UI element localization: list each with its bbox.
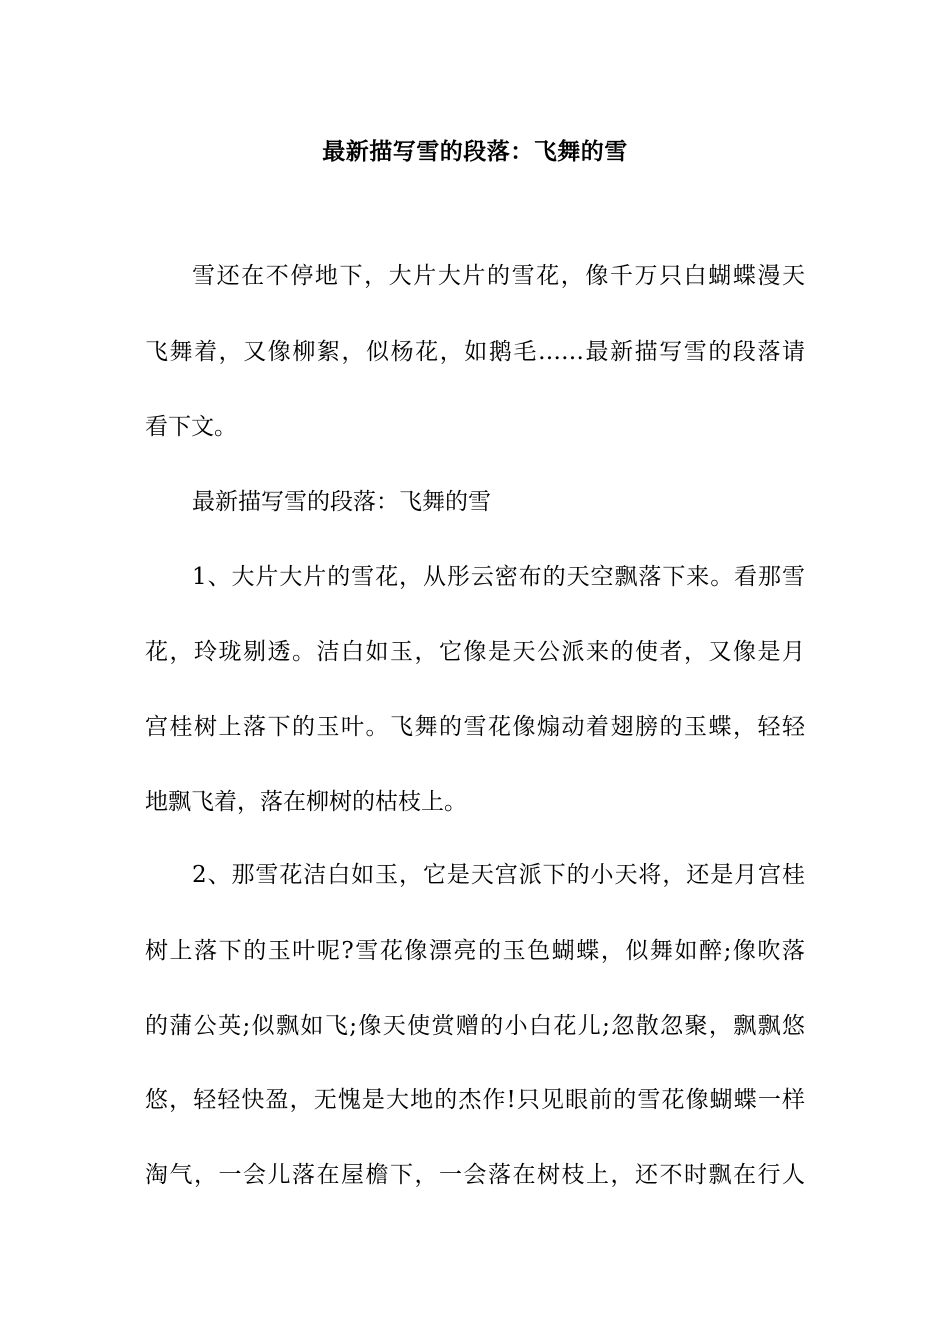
- paragraph-line: 地飘飞着，落在柳树的枯枝上。: [145, 789, 467, 815]
- paragraph-line: 看下文。: [145, 414, 237, 440]
- paragraph-line: 雪还在不停地下，大片大片的雪花，像千万只白蝴蝶漫天: [192, 263, 805, 289]
- paragraph-line: 的蒲公英;似飘如飞;像天使赏赠的小白花儿;忽散忽聚，飘飘悠: [145, 1013, 805, 1039]
- paragraph-line: 1、大片大片的雪花，从彤云密布的天空飘落下来。看那雪: [192, 564, 805, 590]
- paragraph-line: 树上落下的玉叶呢?雪花像漂亮的玉色蝴蝶，似舞如醉;像吹落: [145, 938, 805, 964]
- paragraph-line: 飞舞着，又像柳絮，似杨花，如鹅毛……最新描写雪的段落请: [145, 339, 805, 365]
- paragraph-line: 花，玲珑剔透。洁白如玉，它像是天公派来的使者，又像是月: [145, 639, 805, 665]
- section-heading: 最新描写雪的段落：飞舞的雪: [192, 489, 491, 515]
- paragraph-line: 2、那雪花洁白如玉，它是天宫派下的小天将，还是月宫桂: [192, 862, 805, 888]
- paragraph-line: 悠，轻轻快盈，无愧是大地的杰作!只见眼前的雪花像蝴蝶一样: [145, 1087, 805, 1113]
- document-title: 最新描写雪的段落：飞舞的雪: [322, 138, 628, 165]
- paragraph-line: 宫桂树上落下的玉叶。飞舞的雪花像煽动着翅膀的玉蝶，轻轻: [145, 714, 805, 740]
- paragraph-line: 淘气，一会儿落在屋檐下，一会落在树枝上，还不时飘在行人: [145, 1162, 805, 1188]
